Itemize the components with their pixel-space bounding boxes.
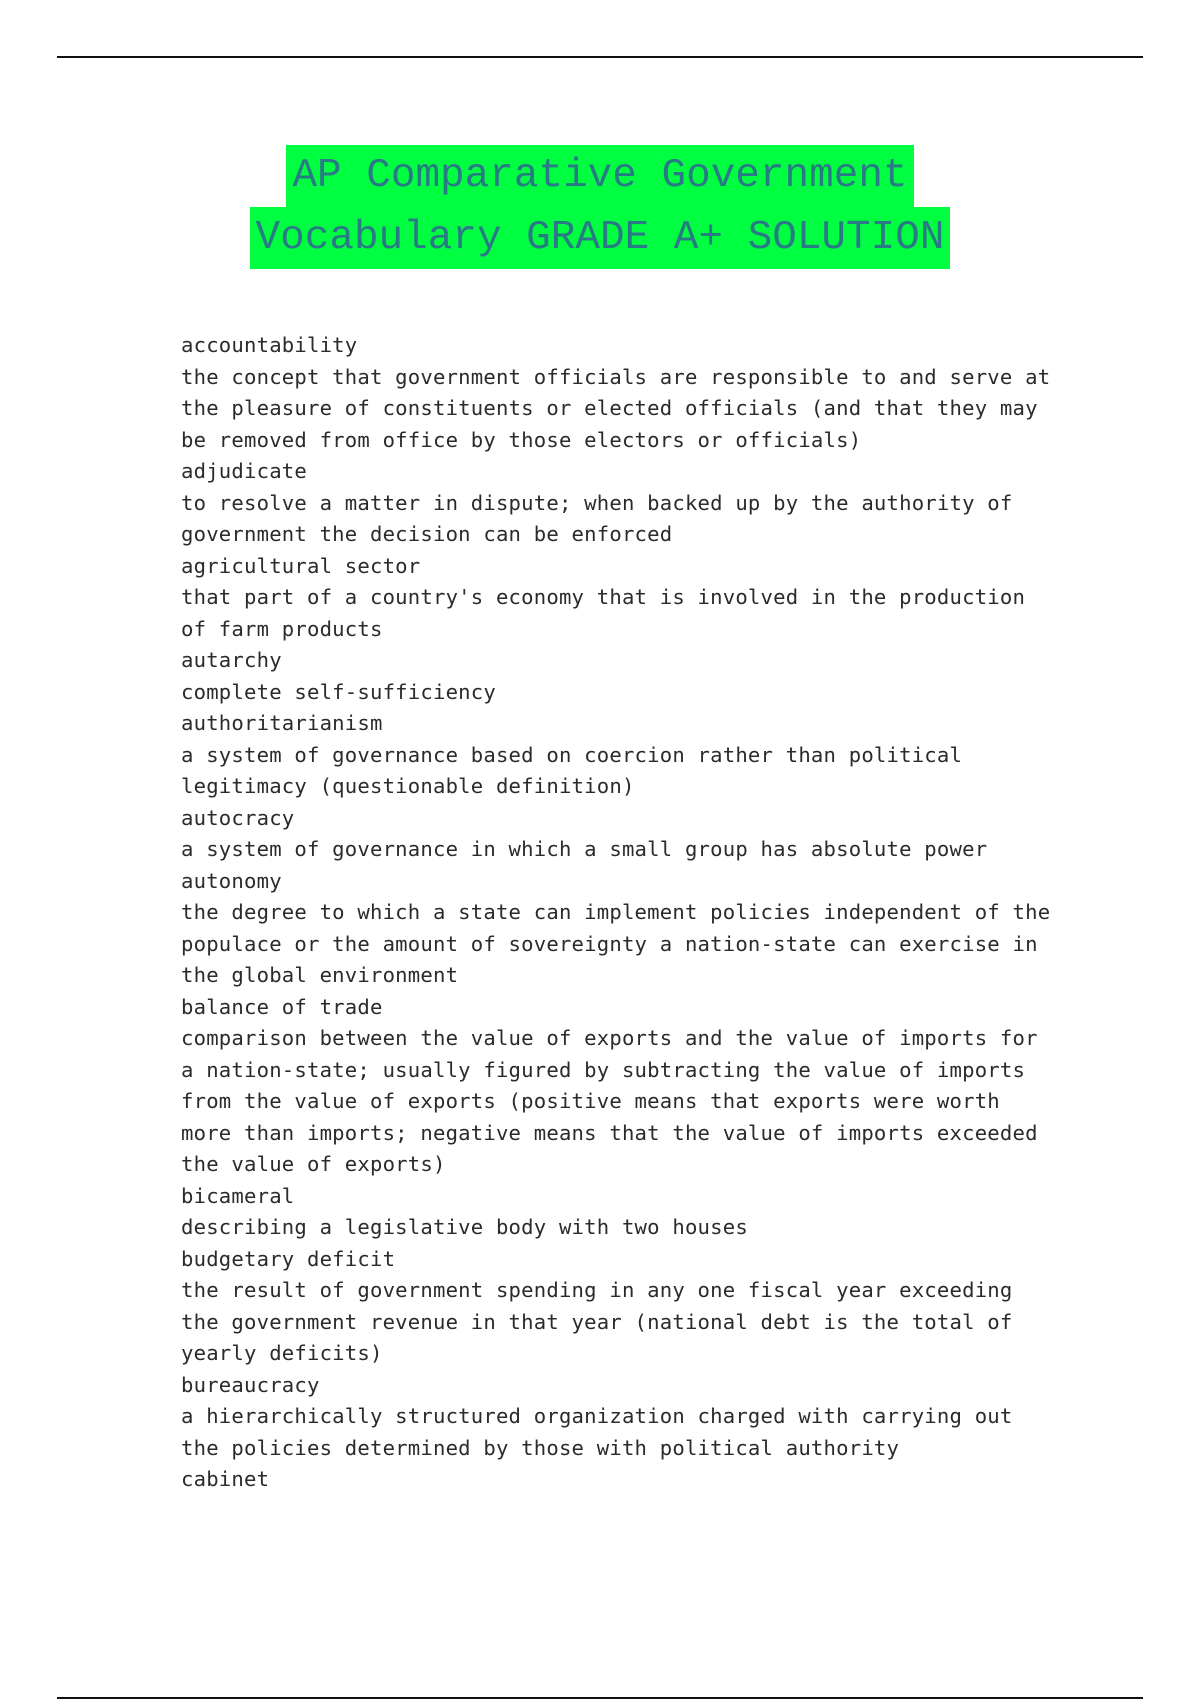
definition-line: legitimacy (questionable definition) — [181, 774, 635, 798]
definition-line: the policies determined by those with political authority — [181, 1435, 900, 1460]
definition-line: the pleasure of constituents or elected officials (and that they may — [181, 396, 1038, 420]
definition-line: a nation-state; usually figured by subtracting the value of imports — [181, 1057, 1026, 1082]
definition-line: yearly deficits) — [181, 1341, 383, 1365]
definition-line: the degree to which a state can implement policies independent of the — [181, 900, 1051, 924]
definition-line: to resolve a matter in dispute; when backed up by the authority of — [181, 490, 1013, 515]
definition-line: be removed from office by those electors or officials) — [181, 427, 862, 452]
term-line: agricultural sector — [181, 553, 421, 578]
definition-line: the value of exports) — [181, 1152, 446, 1176]
term-line: accountability — [181, 333, 358, 357]
definition-line: the concept that government officials are responsible to and serve at — [181, 364, 1051, 389]
definition-line: complete self-sufficiency — [181, 679, 496, 704]
definition-line: that part of a country's economy that is involved in the production — [181, 585, 1026, 609]
term-line: cabinet — [181, 1467, 270, 1491]
term-line: bicameral — [181, 1183, 295, 1208]
term-line: autonomy — [181, 868, 282, 893]
definition-line: a system of governance in which a small group has absolute power — [181, 837, 988, 861]
bottom-rule — [57, 1697, 1143, 1699]
definition-line: describing a legislative body with two houses — [181, 1215, 748, 1239]
definition-line: the result of government spending in any one fiscal year exceeding — [181, 1278, 1013, 1302]
vocabulary-body — [181, 330, 1081, 1496]
definition-line: government the decision can be enforced — [181, 522, 673, 546]
term-line: autarchy — [181, 648, 282, 672]
definition-line: comparison between the value of exports and the value of imports for — [181, 1026, 1038, 1050]
term-line: balance of trade — [181, 994, 383, 1019]
term-line: adjudicate — [181, 459, 307, 483]
title-line-2: Vocabulary GRADE A+ SOLUTION — [250, 207, 951, 269]
top-rule — [57, 56, 1143, 58]
term-line: bureaucracy — [181, 1372, 320, 1397]
definition-line: of farm products — [181, 616, 383, 641]
term-line: authoritarianism — [181, 711, 383, 735]
term-line: autocracy — [181, 805, 295, 830]
definition-line: the government revenue in that year (national debt is the total of — [181, 1309, 1013, 1334]
term-line: budgetary deficit — [181, 1246, 396, 1271]
definition-line: more than imports; negative means that the value of imports exceeded — [181, 1120, 1038, 1145]
definition-line: a system of governance based on coercion rather than political — [181, 742, 963, 767]
title-line-1: AP Comparative Government — [286, 145, 913, 207]
definition-line: a hierarchically structured organization charged with carrying out — [181, 1404, 1013, 1428]
definition-line: the global environment — [181, 963, 459, 987]
document-title — [0, 145, 1200, 269]
definition-line: from the value of exports (positive means that exports were worth — [181, 1089, 1000, 1113]
definition-line: populace or the amount of sovereignty a nation-state can exercise in — [181, 931, 1038, 956]
